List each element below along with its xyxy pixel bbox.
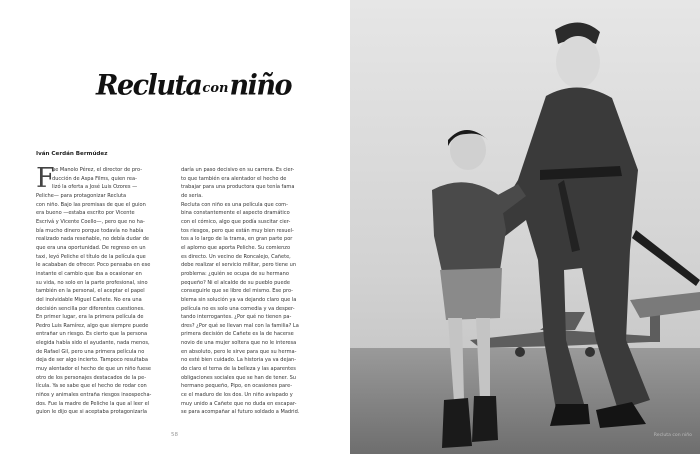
- text-line: con el cómico, algo que podía suscitar cier-: [181, 218, 291, 225]
- text-line: guion le dijo que si aceptaba protagonizarla: [36, 409, 147, 416]
- photo-illustration: [350, 0, 700, 454]
- text-line: do claro el tema de la belleza y las aparentes: [181, 366, 296, 373]
- text-line: bía mucho dinero porque todavía no había: [36, 227, 144, 234]
- text-line: dres? ¿Por qué se llevan mal con la familia? La: [181, 322, 299, 329]
- text-line: entrañar un riesgo. Es cierto que la persona: [36, 331, 148, 338]
- text-line: es directo. Un vecino de Roncalejo, Cañete,: [181, 253, 291, 260]
- ground: [350, 348, 700, 454]
- text-line: se para acompañar al futuro soldado a Madrid.: [181, 409, 300, 416]
- text-line: pequeño? Ni el alcalde de su pueblo puede: [181, 279, 290, 286]
- text-line: obligaciones sociales que se han de tener. Su: [181, 374, 296, 381]
- text-line: Recluta con niño es una película que com-: [181, 201, 288, 208]
- text-line: tando interrogantes. ¿Por qué no tienen pa-: [181, 314, 292, 321]
- text-line: blema sin solución ya va dejando claro que la: [181, 296, 297, 303]
- text-line: ce el maduro de los dos. Un niño avispado y: [181, 392, 293, 399]
- film-still-photo: [350, 0, 700, 454]
- title-word-nino: niño: [229, 69, 291, 102]
- text-line: realizado nada reseñable, no debía dudar de: [36, 236, 149, 243]
- text-line: En primer lugar, era la primera película de: [36, 314, 144, 321]
- text-line: conseguirle que se libre del mismo. Ese pro-: [181, 288, 294, 295]
- text-line: del inolvidable Miguel Cañete. No era una: [36, 296, 142, 303]
- text-column-2: [181, 166, 312, 417]
- text-line: era bueno —estaba escrito por Vicente: [36, 210, 135, 217]
- author-byline: Iván Cerdán Bermúdez: [36, 151, 108, 157]
- text-line: lizó la oferta a José Luis Ozores —: [52, 184, 138, 191]
- text-line: lícula. Ya se sabe que el hecho de rodar con: [36, 383, 147, 390]
- text-line: dos. Fue la madre de Peliche la que al leer el: [36, 400, 150, 407]
- text-line: en absoluto, pero le sirve para que su herma-: [181, 348, 297, 355]
- text-line: tos riesgos, pero que están muy bien resuel-: [181, 227, 294, 234]
- text-line: de Rafael Gil, pero una primera película no: [36, 348, 145, 355]
- text-line: trabajar para una productora que tenía fama: [181, 184, 295, 191]
- text-line: Peliche— para protagonizar Recluta: [36, 192, 127, 199]
- text-line: taxi, leyó Peliche el título de la película que: [36, 253, 146, 260]
- page-number: 58: [171, 432, 178, 438]
- title-word-recluta: Recluta: [96, 69, 202, 102]
- title-word-con: con: [202, 81, 229, 96]
- text-line: le acababan de ofrecer. Poco pensaba en ese: [36, 262, 151, 269]
- text-line: de seria.: [181, 192, 203, 199]
- text-line: Pedro Luis Ramírez, algo que siempre puede: [36, 322, 149, 329]
- drop-cap: F: [36, 163, 55, 194]
- text-line: ue Manolo Pérez, el director de pro-: [52, 167, 143, 173]
- text-line: elegida había sido el ayudante, nada menos,: [36, 340, 150, 347]
- text-line: con niño. Bajo las premisas de que el guion: [36, 201, 146, 208]
- text-line: daría un paso decisivo en su carrera. Es cier-: [181, 167, 295, 173]
- text-line: to que también era alentador el hecho de: [181, 175, 287, 182]
- text-column-1: [36, 163, 167, 417]
- text-line: película no es solo una comedia y va desper-: [181, 305, 295, 312]
- text-line: problema: ¿quién se ocupa de su hermano: [181, 270, 289, 277]
- text-line: hermano pequeño, Pipo, en ocasiones pare-: [181, 383, 293, 390]
- text-line: que era una oportunidad. De regreso en un: [36, 244, 146, 251]
- text-line: instante el cambio que iba a ocasionar en: [36, 270, 142, 277]
- text-line: niños y animales entraña riesgos insospecha-: [36, 392, 152, 399]
- text-line: el aplomo que aporta Peliche. Su comienzo: [181, 244, 291, 251]
- text-line: deja de ser algo incierto. Tampoco resultaba: [36, 357, 148, 364]
- text-line: bina constantemente el aspecto dramático: [181, 210, 290, 217]
- text-line: debe realizar el servicio militar, pero tiene un: [181, 262, 297, 269]
- text-line: ducción de Aspa Films, quien rea-: [52, 175, 137, 182]
- photo-caption: Recluta con niño: [653, 433, 692, 438]
- article-title: [96, 69, 291, 110]
- text-line: muy alentador el hecho de que un niño fuese: [36, 366, 151, 373]
- text-line: su vida, no solo en la parte profesional, sino: [36, 279, 148, 286]
- text-line: primera decisión de Cañete es la de hacerse: [181, 331, 294, 338]
- text-line: Escrivá y Vicente Coello—, pero que no ha-: [36, 218, 145, 225]
- text-line: no esté bien cuidado. La historia ya va dejan-: [181, 357, 297, 364]
- text-line: muy unido a Cañete que no duda en escapar-: [181, 400, 297, 407]
- text-line: también en la personal, el aceptar el papel: [36, 288, 145, 295]
- text-line: novio de una mujer soltera que no le interesa: [181, 340, 297, 347]
- text-line: tos a lo largo de la trama, en gran parte por: [181, 236, 293, 243]
- text-line: decisión sencilla por diferentes cuestiones.: [36, 305, 145, 312]
- text-line: otro de los personajes destacados de la pe-: [36, 374, 147, 381]
